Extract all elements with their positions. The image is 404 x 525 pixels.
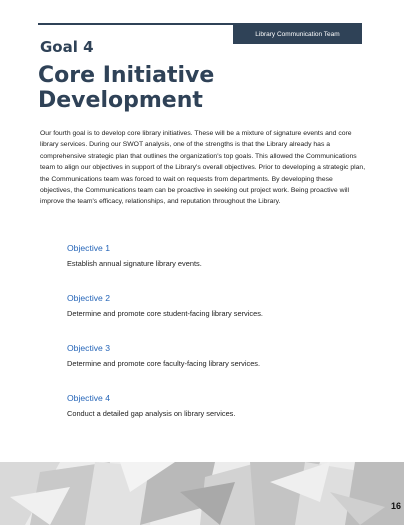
team-tag: Library Communication Team xyxy=(233,25,362,44)
objective-title: Objective 2 xyxy=(67,293,110,303)
goal-label: Goal 4 xyxy=(40,38,94,56)
objective-title: Objective 4 xyxy=(67,393,110,403)
page-number: 16 xyxy=(390,501,401,511)
objective-list xyxy=(67,243,367,443)
decorative-footer xyxy=(0,462,404,525)
objective-description: Conduct a detailed gap analysis on library services. xyxy=(67,409,236,418)
objective-title: Objective 1 xyxy=(67,243,110,253)
objective-description: Determine and promote core faculty-facing library services. xyxy=(67,359,261,368)
geometric-pattern-graphic xyxy=(0,462,404,525)
intro-paragraph: Our fourth goal is to develop core library initiatives. These will be a mixture of signature events and core library services. During our SWOT analysis, one of the strengths is that the Library already has a comprehensive strategic plan that outlines the organization's top goals. This allowed the Communications team to align our objectives in support of the Library's overall objectives. Prior to developing a strategic plan, the Communications team was forced to wait on requests from departments. By developing these objectives, the Communications team can be proactive in seeking out project work. Being proactive will improve the team's efficacy, relationships, and reputation throughout the Library. xyxy=(40,130,366,206)
objective-item xyxy=(67,343,367,368)
objective-item xyxy=(67,393,367,418)
page-title: Core Initiative Development xyxy=(38,63,215,113)
objective-item xyxy=(67,293,367,318)
objective-item xyxy=(67,243,367,268)
objective-description: Establish annual signature library events. xyxy=(67,259,202,268)
objective-description: Determine and promote core student-facing library services. xyxy=(67,309,263,318)
objective-title: Objective 3 xyxy=(67,343,110,353)
